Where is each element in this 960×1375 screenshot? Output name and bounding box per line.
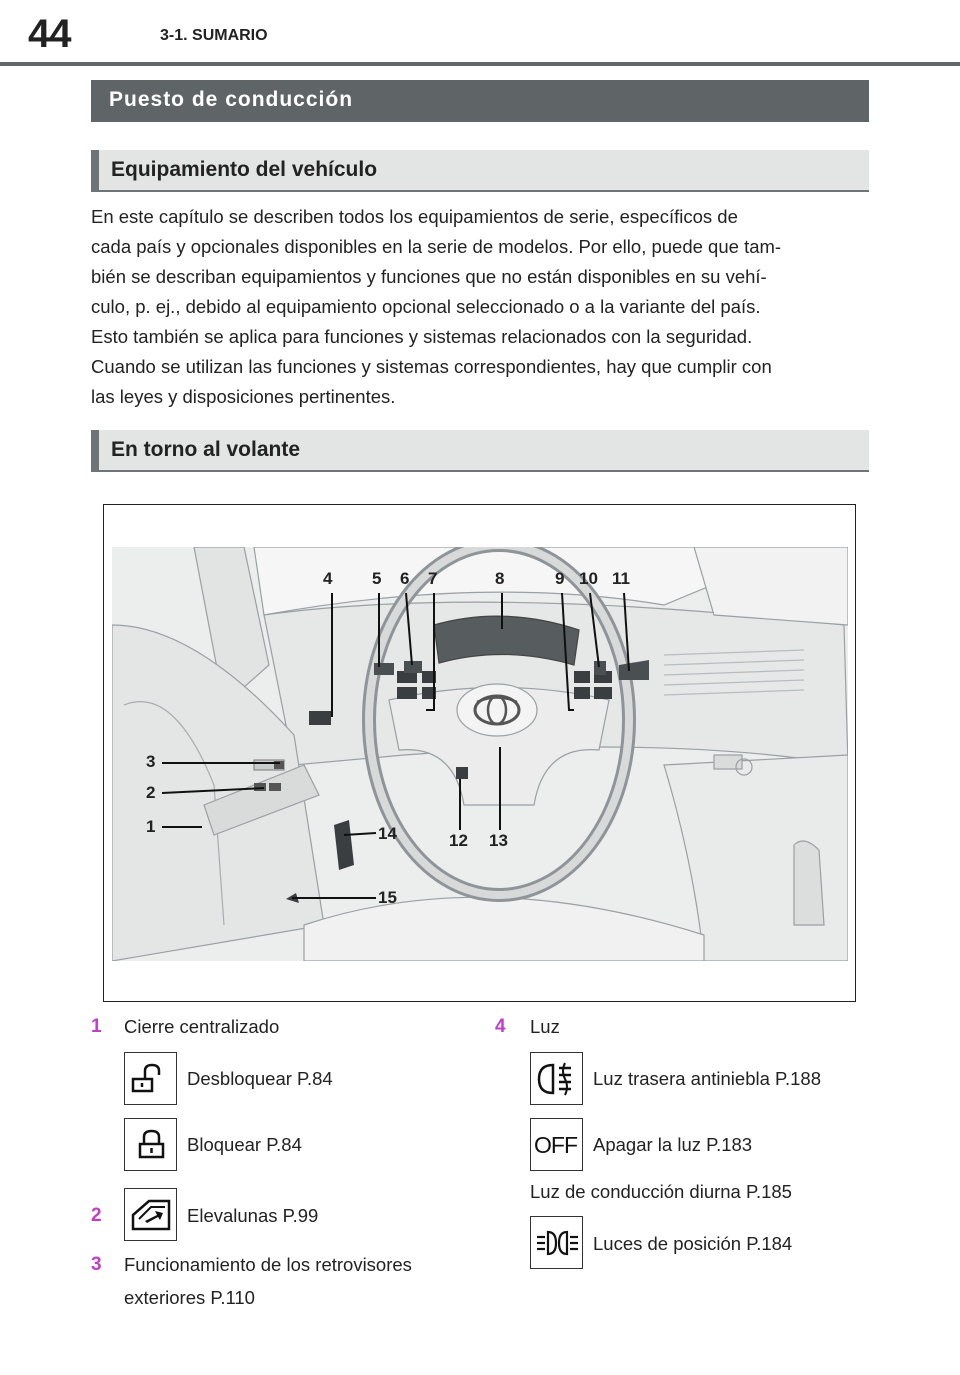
intro-line: Esto también se aplica para funciones y sistemas relacionados con la seguridad. <box>91 326 753 347</box>
lock-icon <box>124 1118 177 1171</box>
parking-lights-icon <box>530 1216 583 1269</box>
page-number: 44 <box>28 12 71 56</box>
legend-power-window-text: Elevalunas P.99 <box>187 1205 319 1226</box>
cockpit-drawing <box>104 505 855 1001</box>
legend-lights-off-text: Apagar la luz P.183 <box>593 1134 753 1155</box>
power-window-icon <box>124 1188 177 1241</box>
legend-number-2: 2 <box>91 1205 102 1226</box>
callout-2: 2 <box>146 783 156 802</box>
legend-drl-text: Luz de conducción diurna P.185 <box>530 1181 792 1202</box>
callout-13: 13 <box>489 831 508 850</box>
callout-11: 11 <box>612 569 630 588</box>
legend-label-central-locking: Cierre centralizado <box>124 1016 280 1037</box>
legend-mirrors-line2: exteriores P.110 <box>124 1287 255 1308</box>
callout-3: 3 <box>146 752 156 771</box>
section-steering-title <box>91 430 869 472</box>
legend-rear-fog-text: Luz trasera antiniebla P.188 <box>593 1068 821 1089</box>
section-main-title <box>91 80 869 122</box>
callout-10: 10 <box>579 569 598 588</box>
callout-8: 8 <box>495 569 505 588</box>
intro-line: Cuando se utilizan las funciones y sistemas correspondientes, hay que cumplir con <box>91 356 772 377</box>
legend-mirrors-line1: Funcionamiento de los retrovisores <box>124 1254 412 1275</box>
intro-paragraph <box>91 202 871 412</box>
callout-5: 5 <box>372 569 382 588</box>
legend-label-lights: Luz <box>530 1016 560 1037</box>
callout-12: 12 <box>449 831 468 850</box>
rear-fog-light-icon <box>530 1052 583 1105</box>
callout-9: 9 <box>555 569 565 588</box>
legend-number-4: 4 <box>495 1016 506 1037</box>
intro-line: culo, p. ej., debido al equipamiento opcional seleccionado o a la variante del país. <box>91 296 761 317</box>
legend-lock-text: Bloquear P.84 <box>187 1134 302 1155</box>
callout-14: 14 <box>378 824 397 843</box>
legend-number-1: 1 <box>91 1016 102 1037</box>
intro-line: las leyes y disposiciones pertinentes. <box>91 386 396 407</box>
callout-1: 1 <box>146 817 156 836</box>
header-rule <box>0 62 960 66</box>
intro-line: En este capítulo se describen todos los equipamientos de serie, específicos de <box>91 206 738 227</box>
legend-number-3: 3 <box>91 1254 102 1275</box>
legend-parking-text: Luces de posición P.184 <box>593 1233 793 1254</box>
lights-off-icon <box>530 1118 583 1171</box>
intro-line: cada país y opcionales disponibles en la serie de modelos. Por ello, puede que tam- <box>91 236 782 257</box>
unlock-icon <box>124 1052 177 1105</box>
callout-6: 6 <box>400 569 410 588</box>
callout-4: 4 <box>323 569 333 588</box>
intro-line: bién se describan equipamientos y funciones que no están disponibles en su vehí- <box>91 266 767 287</box>
section-equipment-title <box>91 150 869 192</box>
lights-off-label: OFF <box>534 1132 577 1158</box>
cockpit-illustration <box>103 504 856 1002</box>
callout-15: 15 <box>378 888 397 907</box>
steering-title-text: En torno al volante <box>111 438 301 461</box>
chapter-title: 3-1. SUMARIO <box>160 27 268 44</box>
main-title-text: Puesto de conducción <box>109 88 354 111</box>
legend-unlock-text: Desbloquear P.84 <box>187 1068 333 1089</box>
equipment-title-text: Equipamiento del vehículo <box>111 158 378 181</box>
callout-7: 7 <box>428 569 438 588</box>
